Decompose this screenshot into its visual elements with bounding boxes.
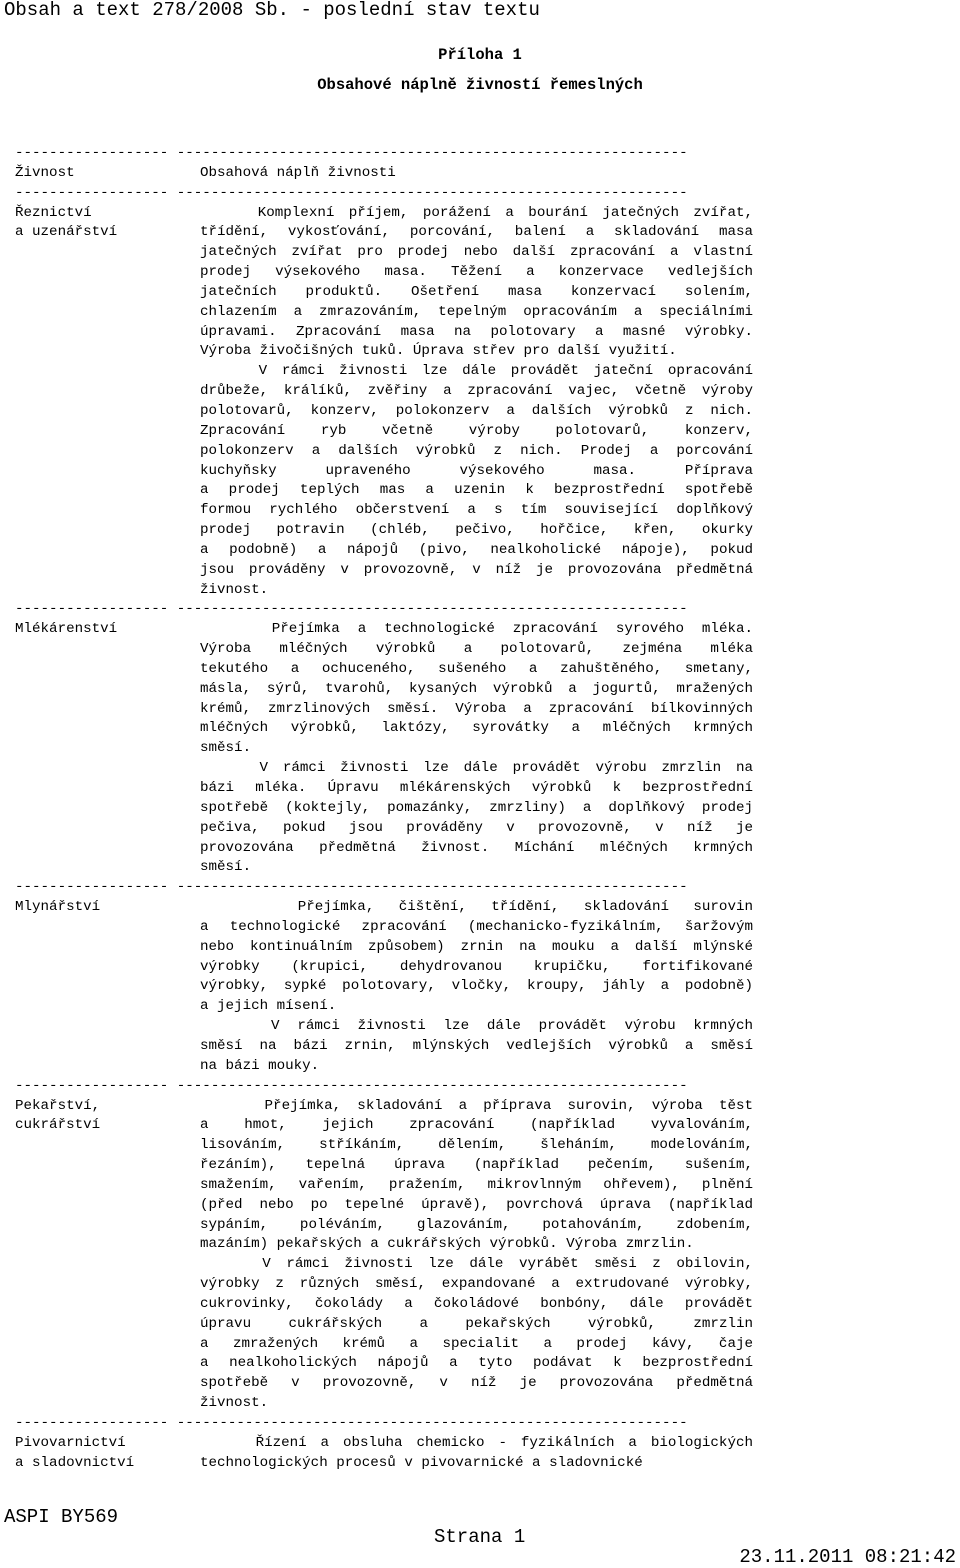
content-line: tekutého a ochuceného, sušeného a zahuštěného, smetany, bbox=[200, 660, 753, 677]
content-line: jatečních produktů. Ošetření masa konzervací solením, bbox=[200, 283, 753, 300]
trade-name-line: Mlynářství bbox=[15, 899, 101, 916]
content-line: směsí. bbox=[200, 740, 252, 757]
annex-title: Příloha 1 bbox=[438, 46, 522, 64]
footer-page-number: Strana 1 bbox=[434, 1526, 526, 1548]
footer-document-id: ASPI BY569 bbox=[4, 1506, 119, 1528]
content-line: (před nebo po tepelné úpravě), povrchová úprava (například bbox=[200, 1196, 753, 1213]
content-line: Výroba mléčných výrobků a polotovarů, zejména mléka bbox=[200, 641, 753, 658]
table-row bbox=[15, 204, 760, 601]
footer-timestamp: 23.11.2011 08:21:42 bbox=[739, 1546, 956, 1568]
page-footer bbox=[4, 1487, 956, 1568]
running-header: Obsah a text 278/2008 Sb. - poslední stav textu bbox=[4, 0, 540, 21]
trade-name bbox=[15, 204, 200, 244]
separator-left: ------------------ bbox=[15, 601, 169, 618]
content-line: V rámci živnosti lze dále provádět výrobu krmných bbox=[200, 1018, 753, 1035]
content-line: Komplexní příjem, porážení a bourání jatečných zvířat, bbox=[200, 204, 753, 221]
trade-name bbox=[15, 1434, 200, 1474]
table-header-row bbox=[15, 164, 760, 184]
table-row bbox=[15, 1097, 760, 1415]
content-line: Přejímka, čištění, třídění, skladování surovin bbox=[200, 899, 753, 916]
content-line: výrobky, sypké polotovary, vločky, kroupy, jáhly a podobně) bbox=[200, 978, 753, 995]
content-line: mazáním) pekařských a cukrářských výrobků. Výroba zmrzlin. bbox=[200, 1236, 694, 1253]
table-separator bbox=[15, 1414, 760, 1434]
content-line: technologických procesů v pivovarnické a sladovnické bbox=[200, 1454, 643, 1471]
content-line: Řízení a obsluha chemicko - fyzikálních a biologických bbox=[200, 1434, 753, 1451]
content-line: provozována předmětná živnost. Míchání mléčných krmných bbox=[200, 839, 753, 856]
trade-name-line: Mlékárenství bbox=[15, 621, 118, 638]
trade-name bbox=[15, 1097, 200, 1137]
content-line: mléčných výrobků, laktózy, syrovátky a mléčných krmných bbox=[200, 720, 753, 737]
separator-right: ------------------------------------------------------------ bbox=[176, 1077, 688, 1094]
content-line: a prodej teplých mas a uzenin k bezprostřední spotřebě bbox=[200, 482, 753, 499]
document-title: Obsahové náplně živností řemeslných bbox=[317, 76, 643, 94]
content-line: Zpracování ryb včetně výroby polotovarů, konzerv, bbox=[200, 422, 753, 439]
content-line: Výroba živočišných tuků. Úprava střev pro další využití. bbox=[200, 343, 677, 360]
content-line: chlazením a zmrazováním, tepelným opracováním a speciálními bbox=[200, 303, 753, 320]
content-line: a nealkoholických nápojů a tyto podávat k bezprostřední bbox=[200, 1355, 753, 1372]
content-line: směsí na bázi zrnin, mlýnských vedlejších výrobků a směsí bbox=[200, 1037, 753, 1054]
content-line: a jejich mísení. bbox=[200, 998, 337, 1015]
column-header-content: Obsahová náplň živnosti bbox=[200, 164, 396, 181]
table-separator bbox=[15, 600, 760, 620]
trades-table bbox=[15, 144, 760, 1474]
content-line: drůbeže, králíků, zvěřiny a zpracování vajec, včetně výroby bbox=[200, 383, 753, 400]
separator-right: ------------------------------------------------------------ bbox=[176, 879, 688, 896]
content-line: a technologické zpracování (mechanicko-fyzikálním, šaržovým bbox=[200, 918, 753, 935]
content-line: spotřebě v provozovně, v níž je provozována předmětná bbox=[200, 1375, 753, 1392]
trade-content bbox=[200, 1097, 753, 1415]
content-line: úpravu cukrářských a pekařských výrobků, zmrzlin bbox=[200, 1315, 753, 1332]
content-line: lisováním, stříkáním, dělením, šleháním, modelováním, bbox=[200, 1137, 753, 1154]
content-line: řezáním), tepelná úprava (například pečením, sušením, bbox=[200, 1157, 753, 1174]
content-line: živnost. bbox=[200, 581, 269, 598]
separator-right: ------------------------------------------------------------ bbox=[176, 145, 688, 161]
content-line: bázi mléka. Úpravu mlékárenských výrobků k bezprostřední bbox=[200, 780, 753, 796]
table-row bbox=[15, 898, 760, 1077]
trade-name-line: Řeznictví bbox=[15, 204, 92, 221]
trade-name-line: cukrářství bbox=[15, 1117, 101, 1134]
content-line: polokonzerv a dalších výrobků z nich. Prodej a porcování bbox=[200, 442, 753, 459]
content-line: sypáním, poléváním, glazováním, potahováním, zdobením, bbox=[200, 1216, 753, 1233]
content-line: Přejímka a technologické zpracování syrového mléka. bbox=[200, 621, 753, 638]
content-line: V rámci živnosti lze dále vyrábět směsi z obilovin, bbox=[200, 1256, 753, 1273]
content-line: pečiva, pokud jsou prováděny v provozovně, v níž je bbox=[200, 819, 753, 836]
trade-content bbox=[200, 620, 753, 878]
trade-name-line: a sladovnictví bbox=[15, 1454, 135, 1471]
content-line: polotovarů, konzerv, polokonzerv a dalších výrobků z nich. bbox=[200, 402, 753, 419]
content-line: prodej výsekového masa. Těžení a konzervace vedlejších bbox=[200, 264, 753, 281]
content-line: prodej potravin (chléb, pečivo, hořčice, křen, okurky bbox=[200, 522, 753, 539]
trade-name bbox=[15, 620, 200, 640]
separator-left: ------------------ bbox=[15, 184, 169, 201]
trade-content bbox=[200, 1434, 753, 1474]
trade-name-line: Pivovarnictví bbox=[15, 1434, 126, 1451]
table-separator bbox=[15, 878, 760, 898]
column-header-trade: Živnost bbox=[15, 164, 75, 181]
content-line: směsí. bbox=[200, 859, 252, 876]
separator-left: ------------------ bbox=[15, 879, 169, 896]
content-line: výrobky (krupici, dehydrovanou krupičku, fortifikované bbox=[200, 958, 753, 975]
separator-left: ------------------ bbox=[15, 145, 169, 161]
content-line: másla, sýrů, tvarohů, kysaných výrobků a jogurtů, mražených bbox=[200, 680, 753, 697]
table-separator bbox=[15, 184, 760, 204]
content-line: jsou prováděny v provozovně, v níž je provozována předmětná bbox=[200, 561, 753, 578]
content-line: a podobně) a nápojů (pivo, nealkoholické nápoje), pokud bbox=[200, 541, 753, 558]
content-line: krémů, zmrzlinových směsí. Výroba a zpracování bílkovinných bbox=[200, 700, 753, 717]
separator-right: ------------------------------------------------------------ bbox=[176, 184, 688, 201]
content-line: kuchyňsky upraveného výsekového masa. Příprava bbox=[200, 462, 753, 479]
content-line: jatečných zvířat pro prodej nebo další zpracování a vlastní bbox=[200, 244, 753, 261]
content-line: a zmražených krémů a specialit a prodej kávy, čaje bbox=[200, 1335, 753, 1352]
content-line: V rámci živnosti lze dále provádět výrobu zmrzlin na bbox=[200, 760, 753, 777]
content-line: V rámci živnosti lze dále provádět jateční opracování bbox=[200, 363, 753, 380]
trade-content bbox=[200, 204, 753, 601]
content-line: cukrovinky, čokolády a čokoládové bonbóny, dále provádět bbox=[200, 1295, 753, 1312]
separator-left: ------------------ bbox=[15, 1415, 169, 1431]
table-separator bbox=[15, 1077, 760, 1097]
content-line: spotřebě (koktejly, pomazánky, zmrzliny) a doplňkový prodej bbox=[200, 799, 753, 816]
content-line: výrobky z různých směsí, expandované a extrudované výrobky, bbox=[200, 1276, 753, 1293]
content-line: úpravami. Zpracování masa na polotovary a masné výrobky. bbox=[200, 323, 753, 340]
content-line: smažením, vařením, pražením, mikrovlnným ohřevem), plnění bbox=[200, 1176, 753, 1193]
table-rows bbox=[15, 204, 760, 1474]
content-line: formou rychlého občerstvení a s tím související doplňkový bbox=[200, 502, 753, 519]
trade-content bbox=[200, 898, 753, 1077]
table-row bbox=[15, 1434, 760, 1474]
content-line: a hmot, jejich zpracování (například vyvalováním, bbox=[200, 1117, 753, 1134]
separator-right: ------------------------------------------------------------ bbox=[176, 601, 688, 618]
table-separator bbox=[15, 144, 760, 164]
content-line: živnost. bbox=[200, 1395, 269, 1412]
trade-name-line: a uzenářství bbox=[15, 224, 118, 241]
trade-name bbox=[15, 898, 200, 918]
separator-left: ------------------ bbox=[15, 1077, 169, 1094]
content-line: nebo kontinuálním způsobem) zrnin na mouku a další mlýnské bbox=[200, 938, 753, 955]
table-row bbox=[15, 620, 760, 878]
content-line: Přejímka, skladování a příprava surovin, výroba těst bbox=[200, 1097, 753, 1114]
trade-name-line: Pekařství, bbox=[15, 1097, 101, 1114]
separator-right: ------------------------------------------------------------ bbox=[176, 1415, 688, 1431]
content-line: třídění, vykosťování, porcování, balení a skladování masa bbox=[200, 224, 753, 241]
content-line: na bázi mouky. bbox=[200, 1057, 320, 1074]
